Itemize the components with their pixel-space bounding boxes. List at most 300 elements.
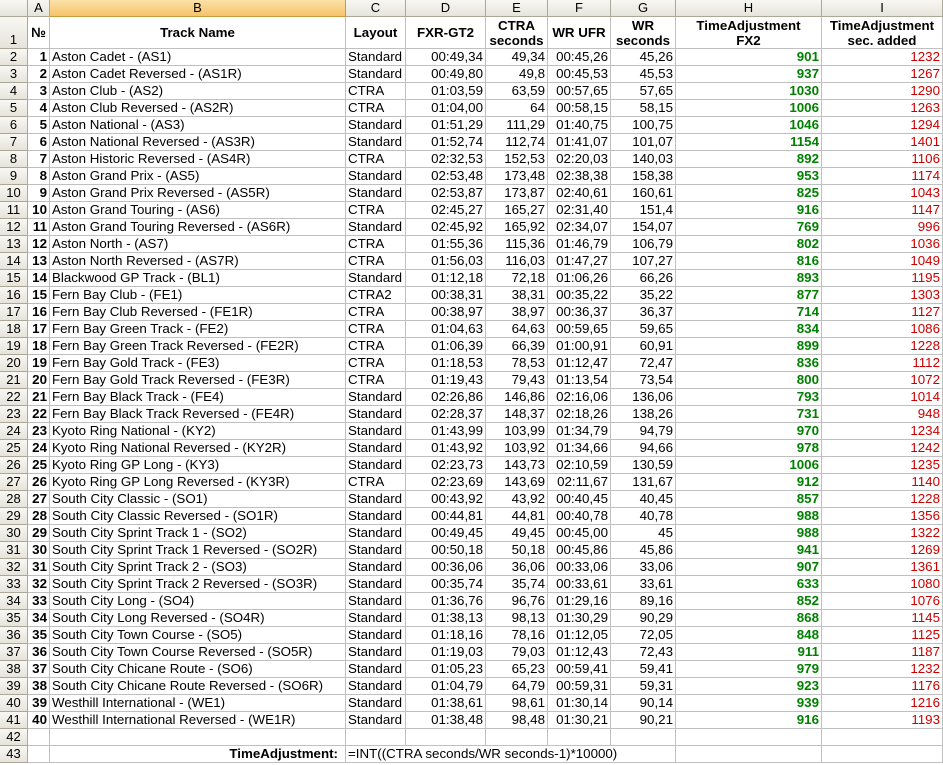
cell-wr-seconds[interactable]: 73,54 [611, 372, 676, 389]
cell-wr-seconds[interactable]: 59,41 [611, 661, 676, 678]
formula-label-cell[interactable]: TimeAdjustment: [50, 746, 346, 763]
cell-wr-ufr-time[interactable]: 02:38,38 [548, 168, 611, 185]
cell-number[interactable]: 34 [28, 610, 50, 627]
cell-wr-ufr-time[interactable]: 00:45,53 [548, 66, 611, 83]
cell-fxr-gt2-time[interactable]: 01:18,16 [406, 627, 486, 644]
cell-time-adjustment-fx2[interactable]: 834 [676, 321, 822, 338]
cell-track-name[interactable]: South City Classic Reversed - (SO1R) [50, 508, 346, 525]
cell-wr-ufr-time[interactable]: 00:45,26 [548, 49, 611, 66]
cell-track-name[interactable]: Westhill International - (WE1) [50, 695, 346, 712]
cell-time-adjustment-fx2[interactable]: 802 [676, 236, 822, 253]
cell-empty[interactable] [822, 746, 943, 763]
column-header-i[interactable]: I [822, 0, 943, 17]
row-header[interactable]: 18 [0, 321, 28, 338]
cell-time-adjustment-sec-added[interactable]: 1290 [822, 83, 943, 100]
cell-time-adjustment-fx2[interactable]: 978 [676, 440, 822, 457]
header-cell-track-name[interactable]: Track Name [50, 17, 346, 49]
row-header[interactable]: 16 [0, 287, 28, 304]
cell-wr-ufr-time[interactable]: 01:34,66 [548, 440, 611, 457]
cell-time-adjustment-sec-added[interactable]: 1322 [822, 525, 943, 542]
cell-track-name[interactable]: Fern Bay Black Track Reversed - (FE4R) [50, 406, 346, 423]
cell-time-adjustment-sec-added[interactable]: 1242 [822, 440, 943, 457]
row-header[interactable]: 19 [0, 338, 28, 355]
cell-number[interactable]: 1 [28, 49, 50, 66]
cell-time-adjustment-fx2[interactable]: 1030 [676, 83, 822, 100]
cell-number[interactable]: 32 [28, 576, 50, 593]
cell-fxr-gt2-time[interactable]: 02:28,37 [406, 406, 486, 423]
cell-empty[interactable] [548, 729, 611, 746]
cell-track-name[interactable]: Aston Cadet - (AS1) [50, 49, 346, 66]
cell-fxr-gt2-time[interactable]: 02:32,53 [406, 151, 486, 168]
cell-time-adjustment-fx2[interactable]: 800 [676, 372, 822, 389]
cell-time-adjustment-fx2[interactable]: 1046 [676, 117, 822, 134]
cell-ctra-seconds[interactable]: 103,99 [486, 423, 548, 440]
cell-track-name[interactable]: Fern Bay Club Reversed - (FE1R) [50, 304, 346, 321]
cell-wr-ufr-time[interactable]: 00:40,45 [548, 491, 611, 508]
cell-layout[interactable]: CTRA [346, 202, 406, 219]
cell-wr-ufr-time[interactable]: 00:45,86 [548, 542, 611, 559]
cell-ctra-seconds[interactable]: 103,92 [486, 440, 548, 457]
column-header-e[interactable]: E [486, 0, 548, 17]
cell-wr-ufr-time[interactable]: 01:30,21 [548, 712, 611, 729]
row-header[interactable]: 30 [0, 525, 28, 542]
cell-number[interactable]: 10 [28, 202, 50, 219]
column-header-b[interactable]: B [50, 0, 346, 17]
cell-time-adjustment-fx2[interactable]: 901 [676, 49, 822, 66]
cell-wr-seconds[interactable]: 33,06 [611, 559, 676, 576]
cell-fxr-gt2-time[interactable]: 02:23,73 [406, 457, 486, 474]
cell-number[interactable]: 21 [28, 389, 50, 406]
cell-fxr-gt2-time[interactable]: 01:43,92 [406, 440, 486, 457]
cell-layout[interactable]: Standard [346, 508, 406, 525]
cell-number[interactable]: 33 [28, 593, 50, 610]
cell-time-adjustment-sec-added[interactable]: 1086 [822, 321, 943, 338]
cell-fxr-gt2-time[interactable]: 00:50,18 [406, 542, 486, 559]
cell-time-adjustment-sec-added[interactable]: 1232 [822, 661, 943, 678]
cell-layout[interactable]: Standard [346, 559, 406, 576]
cell-layout[interactable]: CTRA [346, 100, 406, 117]
cell-wr-seconds[interactable]: 45,53 [611, 66, 676, 83]
cell-fxr-gt2-time[interactable]: 01:43,99 [406, 423, 486, 440]
cell-ctra-seconds[interactable]: 65,23 [486, 661, 548, 678]
header-cell-layout[interactable]: Layout [346, 17, 406, 49]
cell-layout[interactable]: Standard [346, 134, 406, 151]
cell-time-adjustment-sec-added[interactable]: 1043 [822, 185, 943, 202]
cell-track-name[interactable]: Aston Historic Reversed - (AS4R) [50, 151, 346, 168]
cell-ctra-seconds[interactable]: 143,69 [486, 474, 548, 491]
cell-number[interactable]: 26 [28, 474, 50, 491]
cell-layout[interactable]: Standard [346, 49, 406, 66]
row-header[interactable]: 38 [0, 661, 28, 678]
cell-wr-ufr-time[interactable]: 01:13,54 [548, 372, 611, 389]
cell-layout[interactable]: Standard [346, 644, 406, 661]
cell-layout[interactable]: Standard [346, 576, 406, 593]
cell-layout[interactable]: Standard [346, 423, 406, 440]
cell-wr-ufr-time[interactable]: 00:57,65 [548, 83, 611, 100]
cell-wr-ufr-time[interactable]: 01:40,75 [548, 117, 611, 134]
formula-note-cell[interactable]: =INT((CTRA seconds/WR seconds-1)*10000) [346, 746, 676, 763]
cell-time-adjustment-sec-added[interactable]: 1401 [822, 134, 943, 151]
cell-time-adjustment-sec-added[interactable]: 1176 [822, 678, 943, 695]
cell-track-name[interactable]: Fern Bay Black Track - (FE4) [50, 389, 346, 406]
cell-wr-ufr-time[interactable]: 02:31,40 [548, 202, 611, 219]
cell-wr-ufr-time[interactable]: 00:59,41 [548, 661, 611, 678]
cell-track-name[interactable]: South City Sprint Track 1 - (SO2) [50, 525, 346, 542]
cell-layout[interactable]: Standard [346, 491, 406, 508]
cell-track-name[interactable]: Kyoto Ring GP Long Reversed - (KY3R) [50, 474, 346, 491]
cell-number[interactable]: 3 [28, 83, 50, 100]
cell-empty[interactable] [50, 729, 346, 746]
cell-ctra-seconds[interactable]: 98,13 [486, 610, 548, 627]
cell-time-adjustment-fx2[interactable]: 633 [676, 576, 822, 593]
cell-fxr-gt2-time[interactable]: 01:38,48 [406, 712, 486, 729]
cell-time-adjustment-sec-added[interactable]: 1228 [822, 491, 943, 508]
cell-number[interactable]: 40 [28, 712, 50, 729]
cell-empty[interactable] [676, 746, 822, 763]
cell-track-name[interactable]: Kyoto Ring National - (KY2) [50, 423, 346, 440]
cell-time-adjustment-fx2[interactable]: 848 [676, 627, 822, 644]
cell-wr-ufr-time[interactable]: 01:12,47 [548, 355, 611, 372]
cell-track-name[interactable]: Aston Cadet Reversed - (AS1R) [50, 66, 346, 83]
cell-time-adjustment-sec-added[interactable]: 1112 [822, 355, 943, 372]
cell-fxr-gt2-time[interactable]: 00:35,74 [406, 576, 486, 593]
row-header[interactable]: 37 [0, 644, 28, 661]
cell-ctra-seconds[interactable]: 115,36 [486, 236, 548, 253]
cell-layout[interactable]: Standard [346, 185, 406, 202]
cell-time-adjustment-fx2[interactable]: 1154 [676, 134, 822, 151]
row-header[interactable]: 34 [0, 593, 28, 610]
cell-layout[interactable]: Standard [346, 117, 406, 134]
cell-ctra-seconds[interactable]: 78,16 [486, 627, 548, 644]
row-header[interactable]: 22 [0, 389, 28, 406]
cell-number[interactable]: 35 [28, 627, 50, 644]
cell-empty[interactable] [676, 729, 822, 746]
cell-track-name[interactable]: South City Sprint Track 2 Reversed - (SO3R) [50, 576, 346, 593]
cell-wr-seconds[interactable]: 94,79 [611, 423, 676, 440]
cell-track-name[interactable]: Fern Bay Gold Track Reversed - (FE3R) [50, 372, 346, 389]
cell-number[interactable]: 27 [28, 491, 50, 508]
cell-track-name[interactable]: Fern Bay Gold Track - (FE3) [50, 355, 346, 372]
row-header[interactable]: 12 [0, 219, 28, 236]
row-header[interactable]: 21 [0, 372, 28, 389]
cell-layout[interactable]: Standard [346, 678, 406, 695]
cell-ctra-seconds[interactable]: 38,97 [486, 304, 548, 321]
cell-layout[interactable]: Standard [346, 525, 406, 542]
cell-empty[interactable] [486, 729, 548, 746]
header-cell-ctra-seconds[interactable]: CTRA seconds [486, 17, 548, 49]
cell-time-adjustment-sec-added[interactable]: 1356 [822, 508, 943, 525]
cell-ctra-seconds[interactable]: 173,48 [486, 168, 548, 185]
cell-layout[interactable]: CTRA [346, 83, 406, 100]
cell-number[interactable]: 8 [28, 168, 50, 185]
cell-time-adjustment-fx2[interactable]: 892 [676, 151, 822, 168]
cell-layout[interactable]: CTRA [346, 372, 406, 389]
cell-layout[interactable]: Standard [346, 695, 406, 712]
cell-fxr-gt2-time[interactable]: 01:36,76 [406, 593, 486, 610]
cell-wr-seconds[interactable]: 140,03 [611, 151, 676, 168]
cell-number[interactable]: 11 [28, 219, 50, 236]
cell-wr-ufr-time[interactable]: 02:20,03 [548, 151, 611, 168]
cell-fxr-gt2-time[interactable]: 01:52,74 [406, 134, 486, 151]
cell-time-adjustment-fx2[interactable]: 825 [676, 185, 822, 202]
cell-track-name[interactable]: Fern Bay Green Track Reversed - (FE2R) [50, 338, 346, 355]
cell-fxr-gt2-time[interactable]: 02:45,27 [406, 202, 486, 219]
cell-time-adjustment-fx2[interactable]: 988 [676, 508, 822, 525]
row-header[interactable]: 32 [0, 559, 28, 576]
cell-fxr-gt2-time[interactable]: 01:55,36 [406, 236, 486, 253]
cell-time-adjustment-fx2[interactable]: 970 [676, 423, 822, 440]
cell-number[interactable]: 12 [28, 236, 50, 253]
cell-ctra-seconds[interactable]: 35,74 [486, 576, 548, 593]
cell-time-adjustment-fx2[interactable]: 916 [676, 202, 822, 219]
cell-layout[interactable]: Standard [346, 457, 406, 474]
cell-wr-ufr-time[interactable]: 00:59,31 [548, 678, 611, 695]
cell-wr-seconds[interactable]: 94,66 [611, 440, 676, 457]
cell-wr-ufr-time[interactable]: 01:12,43 [548, 644, 611, 661]
cell-layout[interactable]: Standard [346, 168, 406, 185]
cell-time-adjustment-sec-added[interactable]: 1140 [822, 474, 943, 491]
row-header[interactable]: 17 [0, 304, 28, 321]
row-header[interactable]: 27 [0, 474, 28, 491]
cell-fxr-gt2-time[interactable]: 01:04,00 [406, 100, 486, 117]
cell-ctra-seconds[interactable]: 49,8 [486, 66, 548, 83]
cell-track-name[interactable]: Aston North - (AS7) [50, 236, 346, 253]
cell-track-name[interactable]: Blackwood GP Track - (BL1) [50, 270, 346, 287]
row-header[interactable]: 23 [0, 406, 28, 423]
cell-wr-seconds[interactable]: 40,78 [611, 508, 676, 525]
cell-track-name[interactable]: South City Chicane Route - (SO6) [50, 661, 346, 678]
cell-ctra-seconds[interactable]: 116,03 [486, 253, 548, 270]
cell-number[interactable]: 17 [28, 321, 50, 338]
cell-time-adjustment-sec-added[interactable]: 1361 [822, 559, 943, 576]
column-header-f[interactable]: F [548, 0, 611, 17]
header-cell-time-adjustment-fx2[interactable]: TimeAdjustment FX2 [676, 17, 822, 49]
cell-fxr-gt2-time[interactable]: 01:06,39 [406, 338, 486, 355]
cell-wr-seconds[interactable]: 90,14 [611, 695, 676, 712]
cell-layout[interactable]: Standard [346, 610, 406, 627]
cell-layout[interactable]: CTRA [346, 151, 406, 168]
cell-time-adjustment-sec-added[interactable]: 1127 [822, 304, 943, 321]
cell-wr-seconds[interactable]: 45 [611, 525, 676, 542]
cell-wr-ufr-time[interactable]: 02:16,06 [548, 389, 611, 406]
cell-wr-ufr-time[interactable]: 02:10,59 [548, 457, 611, 474]
cell-wr-seconds[interactable]: 89,16 [611, 593, 676, 610]
row-header[interactable]: 31 [0, 542, 28, 559]
cell-wr-seconds[interactable]: 36,37 [611, 304, 676, 321]
cell-wr-seconds[interactable]: 45,86 [611, 542, 676, 559]
cell-fxr-gt2-time[interactable]: 00:49,80 [406, 66, 486, 83]
cell-fxr-gt2-time[interactable]: 02:45,92 [406, 219, 486, 236]
cell-ctra-seconds[interactable]: 98,48 [486, 712, 548, 729]
cell-ctra-seconds[interactable]: 148,37 [486, 406, 548, 423]
cell-wr-ufr-time[interactable]: 01:29,16 [548, 593, 611, 610]
row-header[interactable]: 1 [0, 17, 28, 49]
cell-time-adjustment-sec-added[interactable]: 1076 [822, 593, 943, 610]
column-header-c[interactable]: C [346, 0, 406, 17]
cell-fxr-gt2-time[interactable]: 02:53,87 [406, 185, 486, 202]
cell-layout[interactable]: Standard [346, 66, 406, 83]
cell-time-adjustment-sec-added[interactable]: 1049 [822, 253, 943, 270]
row-header[interactable]: 25 [0, 440, 28, 457]
cell-track-name[interactable]: South City Long Reversed - (SO4R) [50, 610, 346, 627]
column-header-d[interactable]: D [406, 0, 486, 17]
cell-wr-seconds[interactable]: 130,59 [611, 457, 676, 474]
cell-time-adjustment-sec-added[interactable]: 1267 [822, 66, 943, 83]
cell-layout[interactable]: Standard [346, 406, 406, 423]
row-header[interactable]: 42 [0, 729, 28, 746]
cell-track-name[interactable]: Aston Grand Prix Reversed - (AS5R) [50, 185, 346, 202]
cell-wr-seconds[interactable]: 101,07 [611, 134, 676, 151]
cell-time-adjustment-sec-added[interactable]: 1036 [822, 236, 943, 253]
cell-time-adjustment-fx2[interactable]: 912 [676, 474, 822, 491]
cell-layout[interactable]: CTRA [346, 236, 406, 253]
row-header[interactable]: 5 [0, 100, 28, 117]
cell-empty[interactable] [611, 729, 676, 746]
cell-wr-seconds[interactable]: 90,21 [611, 712, 676, 729]
cell-fxr-gt2-time[interactable]: 00:49,34 [406, 49, 486, 66]
cell-track-name[interactable]: South City Long - (SO4) [50, 593, 346, 610]
cell-number[interactable]: 15 [28, 287, 50, 304]
cell-wr-seconds[interactable]: 158,38 [611, 168, 676, 185]
cell-time-adjustment-sec-added[interactable]: 1106 [822, 151, 943, 168]
cell-wr-seconds[interactable]: 72,05 [611, 627, 676, 644]
row-header[interactable]: 10 [0, 185, 28, 202]
cell-ctra-seconds[interactable]: 64,79 [486, 678, 548, 695]
header-cell-number[interactable]: № [28, 17, 50, 49]
cell-track-name[interactable]: Fern Bay Green Track - (FE2) [50, 321, 346, 338]
cell-ctra-seconds[interactable]: 79,03 [486, 644, 548, 661]
cell-layout[interactable]: CTRA [346, 321, 406, 338]
cell-time-adjustment-sec-added[interactable]: 996 [822, 219, 943, 236]
cell-ctra-seconds[interactable]: 98,61 [486, 695, 548, 712]
cell-fxr-gt2-time[interactable]: 02:26,86 [406, 389, 486, 406]
cell-wr-seconds[interactable]: 106,79 [611, 236, 676, 253]
cell-track-name[interactable]: South City Classic - (SO1) [50, 491, 346, 508]
cell-number[interactable]: 6 [28, 134, 50, 151]
cell-number[interactable]: 5 [28, 117, 50, 134]
cell-track-name[interactable]: South City Sprint Track 2 - (SO3) [50, 559, 346, 576]
row-header[interactable]: 29 [0, 508, 28, 525]
cell-track-name[interactable]: Kyoto Ring National Reversed - (KY2R) [50, 440, 346, 457]
cell-number[interactable]: 38 [28, 678, 50, 695]
cell-wr-ufr-time[interactable]: 02:34,07 [548, 219, 611, 236]
cell-number[interactable]: 18 [28, 338, 50, 355]
cell-fxr-gt2-time[interactable]: 01:18,53 [406, 355, 486, 372]
cell-wr-ufr-time[interactable]: 00:36,37 [548, 304, 611, 321]
cell-wr-ufr-time[interactable]: 00:35,22 [548, 287, 611, 304]
cell-number[interactable]: 13 [28, 253, 50, 270]
cell-fxr-gt2-time[interactable]: 02:53,48 [406, 168, 486, 185]
cell-fxr-gt2-time[interactable]: 01:38,61 [406, 695, 486, 712]
cell-number[interactable]: 39 [28, 695, 50, 712]
row-header[interactable]: 2 [0, 49, 28, 66]
header-cell-fxr-gt2[interactable]: FXR-GT2 [406, 17, 486, 49]
cell-wr-seconds[interactable]: 154,07 [611, 219, 676, 236]
cell-wr-ufr-time[interactable]: 01:41,07 [548, 134, 611, 151]
cell-ctra-seconds[interactable]: 64 [486, 100, 548, 117]
row-header[interactable]: 15 [0, 270, 28, 287]
row-header[interactable]: 26 [0, 457, 28, 474]
cell-ctra-seconds[interactable]: 63,59 [486, 83, 548, 100]
cell-ctra-seconds[interactable]: 72,18 [486, 270, 548, 287]
row-header[interactable]: 39 [0, 678, 28, 695]
cell-track-name[interactable]: Aston Grand Touring - (AS6) [50, 202, 346, 219]
cell-track-name[interactable]: Aston National Reversed - (AS3R) [50, 134, 346, 151]
cell-ctra-seconds[interactable]: 49,45 [486, 525, 548, 542]
cell-number[interactable]: 19 [28, 355, 50, 372]
cell-ctra-seconds[interactable]: 165,27 [486, 202, 548, 219]
cell-wr-seconds[interactable]: 40,45 [611, 491, 676, 508]
cell-fxr-gt2-time[interactable]: 01:04,79 [406, 678, 486, 695]
row-header[interactable]: 14 [0, 253, 28, 270]
cell-wr-ufr-time[interactable]: 01:12,05 [548, 627, 611, 644]
cell-wr-ufr-time[interactable]: 02:40,61 [548, 185, 611, 202]
cell-ctra-seconds[interactable]: 112,74 [486, 134, 548, 151]
cell-time-adjustment-sec-added[interactable]: 1147 [822, 202, 943, 219]
cell-time-adjustment-fx2[interactable]: 988 [676, 525, 822, 542]
cell-time-adjustment-fx2[interactable]: 899 [676, 338, 822, 355]
cell-time-adjustment-fx2[interactable]: 1006 [676, 100, 822, 117]
row-header[interactable]: 20 [0, 355, 28, 372]
cell-time-adjustment-sec-added[interactable]: 1145 [822, 610, 943, 627]
cell-number[interactable]: 25 [28, 457, 50, 474]
cell-number[interactable]: 30 [28, 542, 50, 559]
cell-time-adjustment-fx2[interactable]: 714 [676, 304, 822, 321]
cell-wr-seconds[interactable]: 151,4 [611, 202, 676, 219]
cell-time-adjustment-sec-added[interactable]: 1303 [822, 287, 943, 304]
cell-number[interactable]: 22 [28, 406, 50, 423]
cell-time-adjustment-fx2[interactable]: 769 [676, 219, 822, 236]
cell-time-adjustment-sec-added[interactable]: 1014 [822, 389, 943, 406]
cell-track-name[interactable]: South City Chicane Route Reversed - (SO6R) [50, 678, 346, 695]
cell-empty[interactable] [28, 746, 50, 763]
cell-time-adjustment-sec-added[interactable]: 1235 [822, 457, 943, 474]
cell-wr-seconds[interactable]: 138,26 [611, 406, 676, 423]
cell-ctra-seconds[interactable]: 66,39 [486, 338, 548, 355]
row-header[interactable]: 4 [0, 83, 28, 100]
header-cell-wr-seconds[interactable]: WR seconds [611, 17, 676, 49]
cell-number[interactable]: 4 [28, 100, 50, 117]
row-header[interactable]: 8 [0, 151, 28, 168]
cell-time-adjustment-sec-added[interactable]: 1269 [822, 542, 943, 559]
cell-time-adjustment-fx2[interactable]: 893 [676, 270, 822, 287]
cell-layout[interactable]: CTRA [346, 355, 406, 372]
cell-track-name[interactable]: Aston Grand Touring Reversed - (AS6R) [50, 219, 346, 236]
cell-time-adjustment-fx2[interactable]: 916 [676, 712, 822, 729]
cell-fxr-gt2-time[interactable]: 00:49,45 [406, 525, 486, 542]
cell-time-adjustment-fx2[interactable]: 911 [676, 644, 822, 661]
cell-number[interactable]: 29 [28, 525, 50, 542]
cell-time-adjustment-sec-added[interactable]: 1072 [822, 372, 943, 389]
row-header[interactable]: 41 [0, 712, 28, 729]
cell-track-name[interactable]: Aston North Reversed - (AS7R) [50, 253, 346, 270]
cell-time-adjustment-fx2[interactable]: 979 [676, 661, 822, 678]
cell-wr-ufr-time[interactable]: 00:33,06 [548, 559, 611, 576]
cell-time-adjustment-sec-added[interactable]: 1080 [822, 576, 943, 593]
header-cell-wr-ufr[interactable]: WR UFR [548, 17, 611, 49]
cell-wr-ufr-time[interactable]: 01:00,91 [548, 338, 611, 355]
cell-wr-seconds[interactable]: 59,31 [611, 678, 676, 695]
cell-fxr-gt2-time[interactable]: 00:44,81 [406, 508, 486, 525]
cell-number[interactable]: 23 [28, 423, 50, 440]
cell-layout[interactable]: CTRA [346, 338, 406, 355]
row-header[interactable]: 35 [0, 610, 28, 627]
cell-number[interactable]: 9 [28, 185, 50, 202]
cell-wr-seconds[interactable]: 59,65 [611, 321, 676, 338]
cell-ctra-seconds[interactable]: 36,06 [486, 559, 548, 576]
cell-ctra-seconds[interactable]: 143,73 [486, 457, 548, 474]
cell-wr-seconds[interactable]: 57,65 [611, 83, 676, 100]
